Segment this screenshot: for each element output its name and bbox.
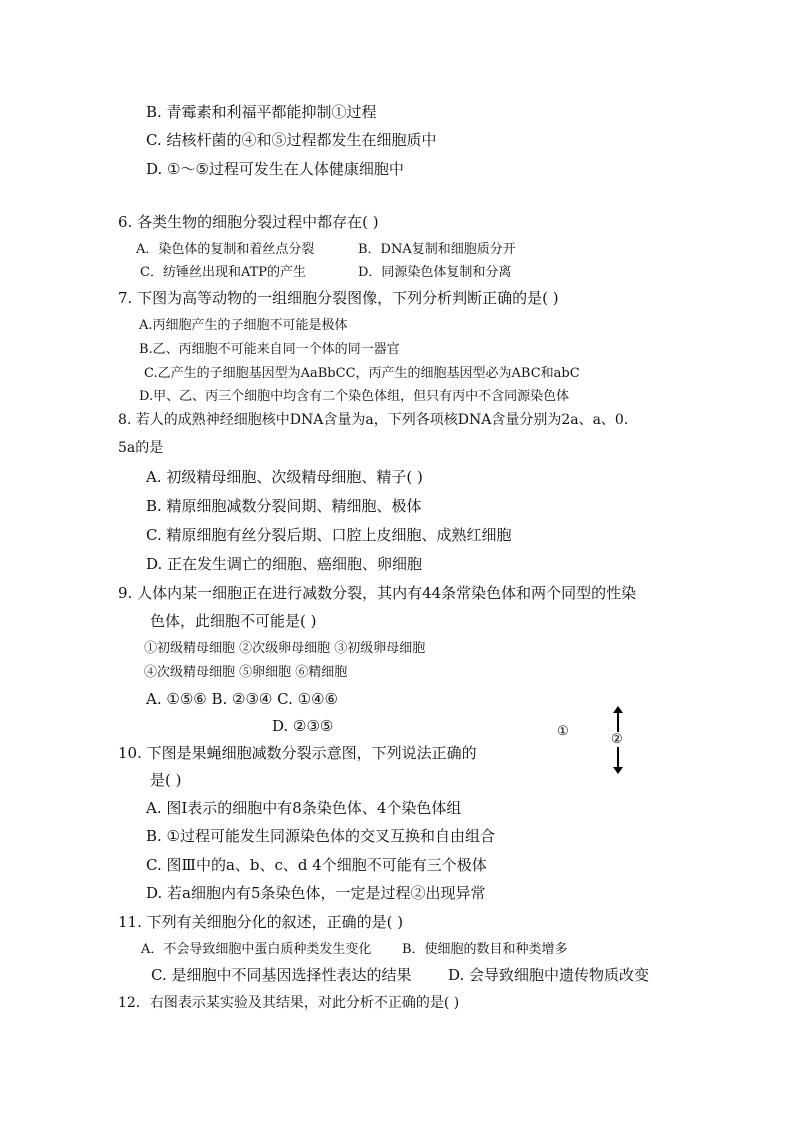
- q8-option-c: C. 精原细胞有丝分裂后期、口腔上皮细胞、成熟红细胞: [146, 526, 512, 544]
- q8-stem: 8. 若人的成熟神经细胞核中DNA含量为a，下列各项核DNA含量分别为2a、a、0.: [118, 412, 629, 428]
- q8-option-b: B. 精原细胞减数分裂间期、精细胞、极体: [146, 497, 422, 515]
- q7-option-a: A.丙细胞产生的子细胞不可能是极体: [139, 318, 348, 333]
- q9-option-d: D. ②③⑤: [272, 717, 334, 735]
- q8-stem-cont: 5a的是: [118, 440, 164, 456]
- q10-option-b: B. ①过程可能发生同源染色体的交叉互换和自由组合: [146, 827, 496, 845]
- q6-stem: 6. 各类生物的细胞分裂过程中都存在( ): [118, 213, 379, 231]
- q5-option-c: C. 结核杆菌的④和⑤过程都发生在细胞质中: [146, 131, 437, 149]
- q6-option-d: D．同源染色体复制和分离: [358, 265, 512, 280]
- q6-option-c: C．纺锤丝出现和ATP的产生: [140, 265, 307, 280]
- q7-option-d: D.甲、乙、丙三个细胞中均含有二个染色体组，但只有丙中不含同源染色体: [139, 389, 570, 404]
- q8-option-d: D. 正在发生调亡的细胞、癌细胞、卵细胞: [146, 555, 423, 573]
- q5-option-d: D. ①～⑤过程可发生在人体健康细胞中: [146, 160, 404, 178]
- q9-options-abc: A. ①⑤⑥ B. ②③④ C. ①④⑥: [146, 690, 338, 708]
- q5-option-b: B. 青霉素和利福平都能抑制①过程: [146, 103, 377, 121]
- q10-option-c: C. 图Ⅲ中的a、b、c、d 4个细胞不可能有三个极体: [146, 856, 487, 874]
- q10-option-a: A. 图Ⅰ表示的细胞中有8条染色体、4个染色体组: [146, 799, 462, 817]
- q9-stem-cont: 色体，此细胞不可能是( ): [150, 612, 317, 630]
- q10-option-d: D. 若a细胞内有5条染色体，一定是过程②出现异常: [146, 884, 486, 902]
- q9-stem: 9. 人体内某一细胞正在进行减数分裂，其内有44条常染色体和两个同型的性染: [118, 584, 637, 602]
- q6-option-a: A．染色体的复制和着丝点分裂: [136, 242, 315, 257]
- q9-choices-row2: ④次级精母细胞 ⑤卵细胞 ⑥精细胞: [144, 665, 348, 680]
- q7-stem: 7. 下图为高等动物的一组细胞分裂图像，下列分析判断正确的是( ): [118, 289, 559, 307]
- q11-option-c: C. 是细胞中不同基因选择性表达的结果: [151, 966, 412, 984]
- q7-option-c: C.乙产生的子细胞基因型为AaBbCC，丙产生的细胞基因型必为ABC和abC: [144, 366, 580, 381]
- figure-label-1: ①: [557, 724, 569, 739]
- figure-label-2: ②: [611, 732, 623, 747]
- q7-option-b: B.乙、丙细胞不可能来自同一个体的同一器官: [139, 342, 400, 357]
- q10-stem-cont: 是( ): [150, 771, 182, 789]
- q11-stem: 11. 下列有关细胞分化的叙述，正确的是( ): [118, 913, 404, 931]
- q8-option-a: A. 初级精母细胞、次级精母细胞、精子( ): [146, 468, 423, 486]
- q11-option-d: D. 会导致细胞中遗传物质改变: [448, 966, 650, 984]
- q9-choices-row1: ①初级精母细胞 ②次级卵母细胞 ③初级卵母细胞: [144, 641, 426, 656]
- q6-option-b: B．DNA复制和细胞质分开: [358, 242, 516, 257]
- q11-option-a: A．不会导致细胞中蛋白质种类发生变化: [141, 942, 372, 957]
- q12-stem: 12．右图表示某实验及其结果，对此分析不正确的是( ): [118, 995, 460, 1011]
- q11-option-b: B．使细胞的数目和种类增多: [402, 942, 568, 957]
- q10-stem: 10. 下图是果蝇细胞减数分裂示意图，下列说法正确的: [118, 744, 477, 762]
